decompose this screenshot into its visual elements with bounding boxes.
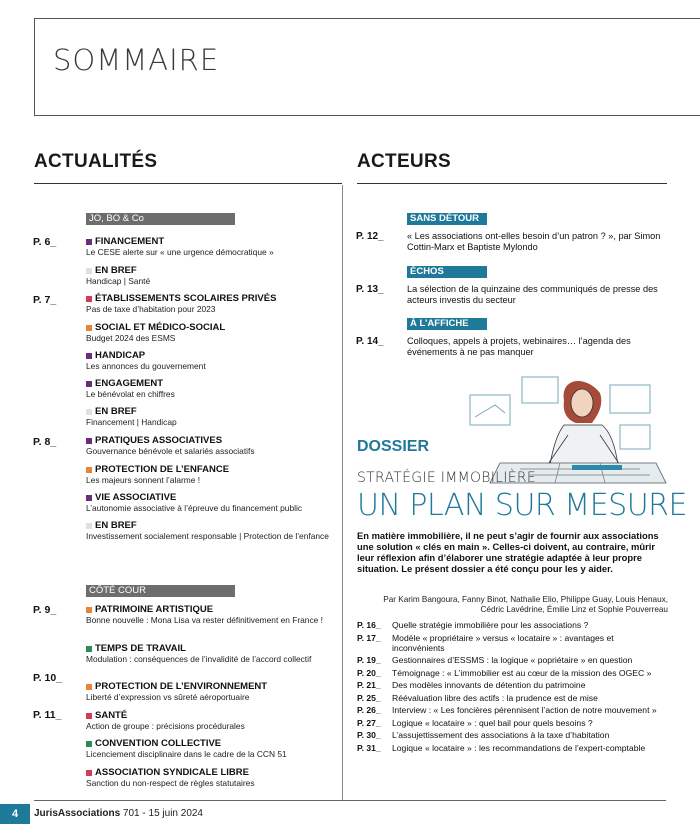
article-entry[interactable]: ENGAGEMENT Le bénévolat en chiffres <box>86 378 175 399</box>
article-entry[interactable]: PROTECTION DE L’ENFANCE Les majeurs sonnent l’alarme ! <box>86 464 230 485</box>
illustration-woman-at-plans <box>460 365 670 485</box>
dossier-byline: Par Karim Bangoura, Fanny Binot, Nathalie Elio, Philippe Guay, Louis Henaux, Cédric Lavédrine, Émilie Linz et Sophie Pouverreau <box>383 595 668 614</box>
category-marker <box>86 467 92 473</box>
category-marker <box>86 684 92 690</box>
footer-rule <box>34 800 666 801</box>
category-marker <box>86 741 92 747</box>
category-marker <box>86 409 92 415</box>
toc-row[interactable]: P. 31_ Logique « locataire » : les recommandations de l’expert-comptable <box>357 742 646 753</box>
page-ref[interactable]: P. 14_ <box>356 336 384 347</box>
actualites-rule <box>34 183 342 184</box>
category-marker <box>86 713 92 719</box>
article-entry[interactable]: ÉTABLISSEMENTS SCOLAIRES PRIVÉS Pas de taxe d’habitation pour 2023 <box>86 293 277 314</box>
acteurs-rule <box>357 183 667 184</box>
toc-row[interactable]: P. 26_ Interview : « Les foncières pérennisent l’action de notre mouvement » <box>357 705 657 715</box>
article-entry[interactable]: TEMPS DE TRAVAIL Modulation : conséquences de l’invalidité de l’accord collectif <box>86 643 312 664</box>
page-title: SOMMAIRE <box>53 43 220 77</box>
toc-row[interactable]: P. 17_ Modèle « propriétaire » versus « locataire » : avantages et inconvénients <box>357 632 614 653</box>
category-marker <box>86 646 92 652</box>
category-marker <box>86 607 92 613</box>
toc-row[interactable]: P. 19_ Gestionnaires d’ESSMS : la logique « popriétaire » en question <box>357 655 633 665</box>
page-ref[interactable]: P. 10_ <box>33 672 63 684</box>
article-entry[interactable]: CONVENTION COLLECTIVE Licenciement disciplinaire dans le cadre de la CCN 51 <box>86 738 287 759</box>
dossier-kicker: STRATÉGIE IMMOBILIÈRE <box>357 470 537 486</box>
category-marker <box>86 381 92 387</box>
acteurs-item[interactable]: La sélection de la quinzaine des communiqués de presse des acteurs investis du secteur <box>407 284 658 305</box>
article-entry[interactable]: FINANCEMENT Le CESE alerte sur « une urgence démocratique » <box>86 236 274 257</box>
article-entry[interactable]: PRATIQUES ASSOCIATIVES Gouvernance bénévole et salariés associatifs <box>86 435 255 456</box>
toc-row[interactable]: P. 27_ Logique « locataire » : quel bail pour quels besoins ? <box>357 717 593 728</box>
dossier-toc <box>357 620 667 755</box>
dossier-label: DOSSIER <box>357 438 430 455</box>
acteurs-item[interactable]: « Les associations ont-elles besoin d’un patron ? », par Simon Cottin-Marx et Baptiste Mylondo <box>407 231 661 252</box>
page-ref[interactable]: P. 7_ <box>33 294 57 306</box>
article-entry[interactable]: HANDICAP Les annonces du gouvernement <box>86 350 206 371</box>
column-divider <box>342 185 343 800</box>
actualites-heading: ACTUALITÉS <box>34 151 158 172</box>
category-marker <box>86 325 92 331</box>
toc-row[interactable]: P. 16_ Quelle stratégie immobilière pour les associations ? <box>357 620 589 630</box>
issue-info: 701 - 15 juin 2024 <box>120 808 203 819</box>
acteurs-heading: ACTEURS <box>357 151 451 172</box>
article-entry[interactable]: VIE ASSOCIATIVE L’autonomie associative à l’épreuve du financement public <box>86 492 303 513</box>
dossier-title[interactable]: UN PLAN SUR MESURE <box>357 488 687 523</box>
category-marker <box>86 438 92 444</box>
article-entry[interactable]: ASSOCIATION SYNDICALE LIBRE Sanction du non-respect de règles statutaires <box>86 767 255 788</box>
tag-a-l-affiche: À L’AFFICHE <box>407 318 487 330</box>
page-ref[interactable]: P. 13_ <box>356 284 384 295</box>
toc-row[interactable]: P. 20_ Témoignage : « L’immobilier est au cœur de la mission des OGEC » <box>357 667 652 678</box>
dossier-intro: En matière immobilière, il ne peut s’agir de fournir aux associations une solution « clés en main ». Celles-ci doivent, au contraire, mûrir leur réflexion afin d’élaborer une stratégie adaptée à leur propre situation. Le présent dossier a été conçu pour les y aider. <box>357 530 659 574</box>
article-entry[interactable]: EN BREF Investissement socialement responsable | Protection de l’enfance <box>86 520 329 541</box>
tag-echos: ÉCHOS <box>407 266 487 278</box>
toc-row[interactable]: P. 25_ Réévaluation libre des actifs : la prudence est de mise <box>357 692 598 703</box>
article-entry[interactable]: PROTECTION DE L’ENVIRONNEMENT Liberté d’expression vs sûreté aéroportuaire <box>86 681 268 702</box>
toc-row[interactable]: P. 21_ Des modèles innovants de détention du patrimoine <box>357 680 586 690</box>
article-entry[interactable]: EN BREF Financement | Handicap <box>86 406 177 427</box>
brand-name: JurisAssociations <box>34 808 121 819</box>
page-ref[interactable]: P. 8_ <box>33 436 57 448</box>
article-entry[interactable]: PATRIMOINE ARTISTIQUE Bonne nouvelle : Mona Lisa va rester définitivement en France ! <box>86 604 323 625</box>
category-marker <box>86 239 92 245</box>
acteurs-item[interactable]: Colloques, appels à projets, webinaires… l’agenda des événements à ne pas manquer <box>407 336 631 357</box>
footer-issue <box>34 808 203 819</box>
toc-row[interactable]: P. 30_ L’assujettissement des associations à la taxe d’habitation <box>357 730 610 740</box>
article-entry[interactable]: EN BREF Handicap | Santé <box>86 265 151 286</box>
section-cote-cour: CÔTÉ COUR <box>86 585 235 597</box>
title-box <box>34 18 700 116</box>
article-entry[interactable]: SANTÉ Action de groupe : précisions procédurales <box>86 710 245 731</box>
category-marker <box>86 770 92 776</box>
page-number: 4 <box>0 804 30 824</box>
category-marker <box>86 268 92 274</box>
category-marker <box>86 495 92 501</box>
article-entry[interactable]: SOCIAL ET MÉDICO-SOCIAL Budget 2024 des ESMS <box>86 322 226 343</box>
page-ref[interactable]: P. 12_ <box>356 231 384 242</box>
category-marker <box>86 353 92 359</box>
page-ref[interactable]: P. 6_ <box>33 236 57 248</box>
category-marker <box>86 296 92 302</box>
page-ref[interactable]: P. 9_ <box>33 604 57 616</box>
tag-sans-detour: SANS DÉTOUR <box>407 213 487 225</box>
category-marker <box>86 523 92 529</box>
page-ref[interactable]: P. 11_ <box>33 709 62 721</box>
section-jo-bo: JO, BO & Co <box>86 213 235 225</box>
